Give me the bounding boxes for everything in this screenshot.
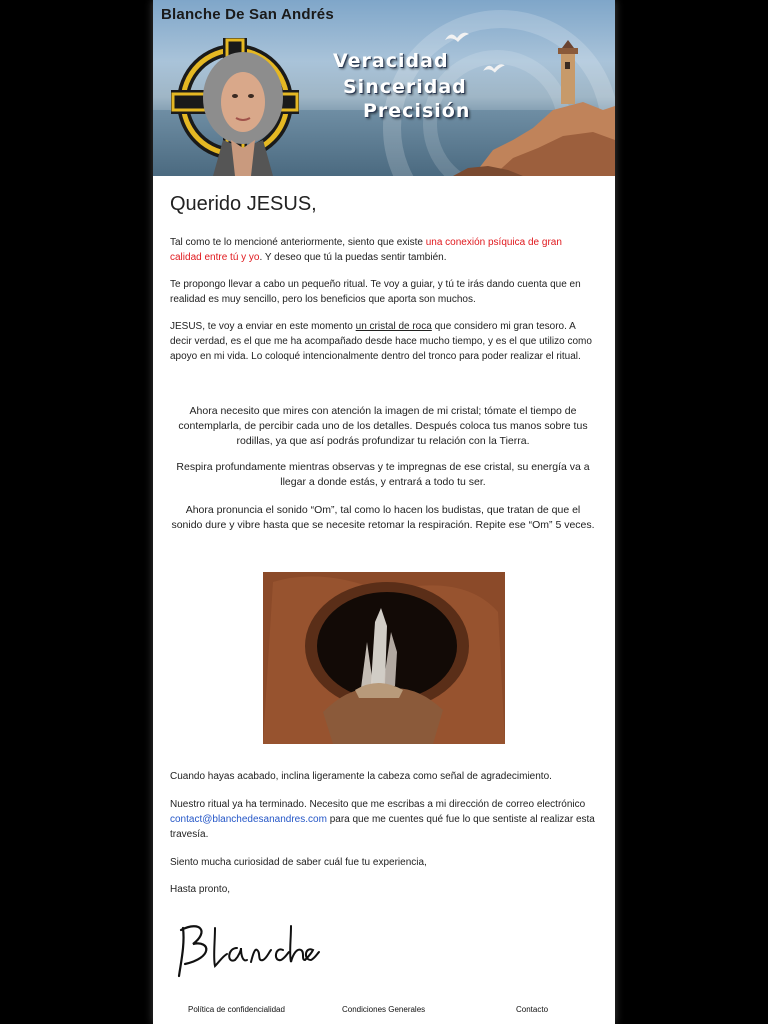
- motto-line-2: Sinceridad: [343, 76, 467, 98]
- instruction-look: Ahora necesito que mires con atención la imagen de mi cristal; tómate el tiempo de contemplarla, de percibir cada uno de los detalles. Después coloca tus manos sobre tus rodillas, ya que así podrás profundizar tu relación con la Tierra.: [178, 405, 588, 447]
- text: . Y deseo que tú la puedas sentir también.: [259, 252, 447, 263]
- text: JESUS, te voy a enviar en este momento: [170, 321, 356, 332]
- paragraph-crystal: [170, 319, 596, 364]
- crystal-in-trunk-image: [263, 572, 505, 744]
- seagull-icon: [481, 60, 507, 78]
- greeting-heading: Querido JESUS,: [170, 193, 317, 215]
- seagull-icon: [443, 28, 471, 48]
- contact-link[interactable]: Contacto: [516, 1005, 549, 1014]
- footer-links: [153, 1005, 615, 1019]
- paragraph-email: [170, 797, 596, 842]
- header-banner: [153, 0, 615, 176]
- paragraph-curiosity: Siento mucha curiosidad de saber cuál fue tu experiencia,: [170, 857, 427, 868]
- contact-email-link[interactable]: contact@blanchedesanandres.com: [170, 814, 327, 825]
- motto-line-1: Veracidad: [333, 50, 449, 72]
- highlight-connection: una conexión psíquica de gran calidad entre tú y yo: [170, 237, 562, 263]
- handwritten-signature: [171, 918, 321, 982]
- text: para que me cuentes qué fue lo que sentiste al realizar esta travesía.: [170, 814, 595, 840]
- email-page: [153, 0, 615, 1024]
- text: Tal como te lo mencioné anteriormente, siento que existe: [170, 237, 426, 248]
- brand-title: Blanche De San Andrés: [161, 6, 334, 23]
- instruction-breathe: Respira profundamente mientras observas y te impregnas de ese cristal, su energía va a llegar a donde estás, y entrará a todo tu ser.: [176, 461, 590, 488]
- terms-link[interactable]: Condiciones Generales: [342, 1005, 426, 1014]
- privacy-policy-link[interactable]: Política de confidencialidad: [188, 1005, 285, 1014]
- text: Nuestro ritual ya ha terminado. Necesito que me escribas a mi dirección de correo electrónico: [170, 799, 586, 810]
- paragraph-gratitude: Cuando hayas acabado, inclina ligeramente la cabeza como señal de agradecimiento.: [170, 771, 552, 782]
- lighthouse-rocks-image: [453, 40, 615, 176]
- motto-line-3: Precisión: [363, 100, 471, 122]
- paragraph-ritual: Te propongo llevar a cabo un pequeño ritual. Te voy a guiar, y tú te irás dando cuenta que en realidad es muy sencillo, pero los beneficios que aporta son muchos.: [170, 279, 581, 305]
- crystal-underlined-text: un cristal de roca: [355, 321, 432, 332]
- text: que considero mi gran tesoro. A decir verdad, es el que me ha acompañado desde hace mucho tiempo, y es el que utilizo como apoyo en mi vida. Lo coloqué intencionalmente dentro del tronco para poder realizar el ritual.: [170, 321, 592, 362]
- paragraph-farewell: Hasta pronto,: [170, 884, 231, 895]
- blanche-portrait: [193, 40, 293, 176]
- paragraph-connection: [170, 235, 596, 265]
- instruction-om: Ahora pronuncia el sonido “Om”, tal como lo hacen los budistas, que tratan de que el sonido dure y vibre hasta que se necesite retomar la respiración. Repite ese “Om” 5 veces.: [171, 504, 595, 531]
